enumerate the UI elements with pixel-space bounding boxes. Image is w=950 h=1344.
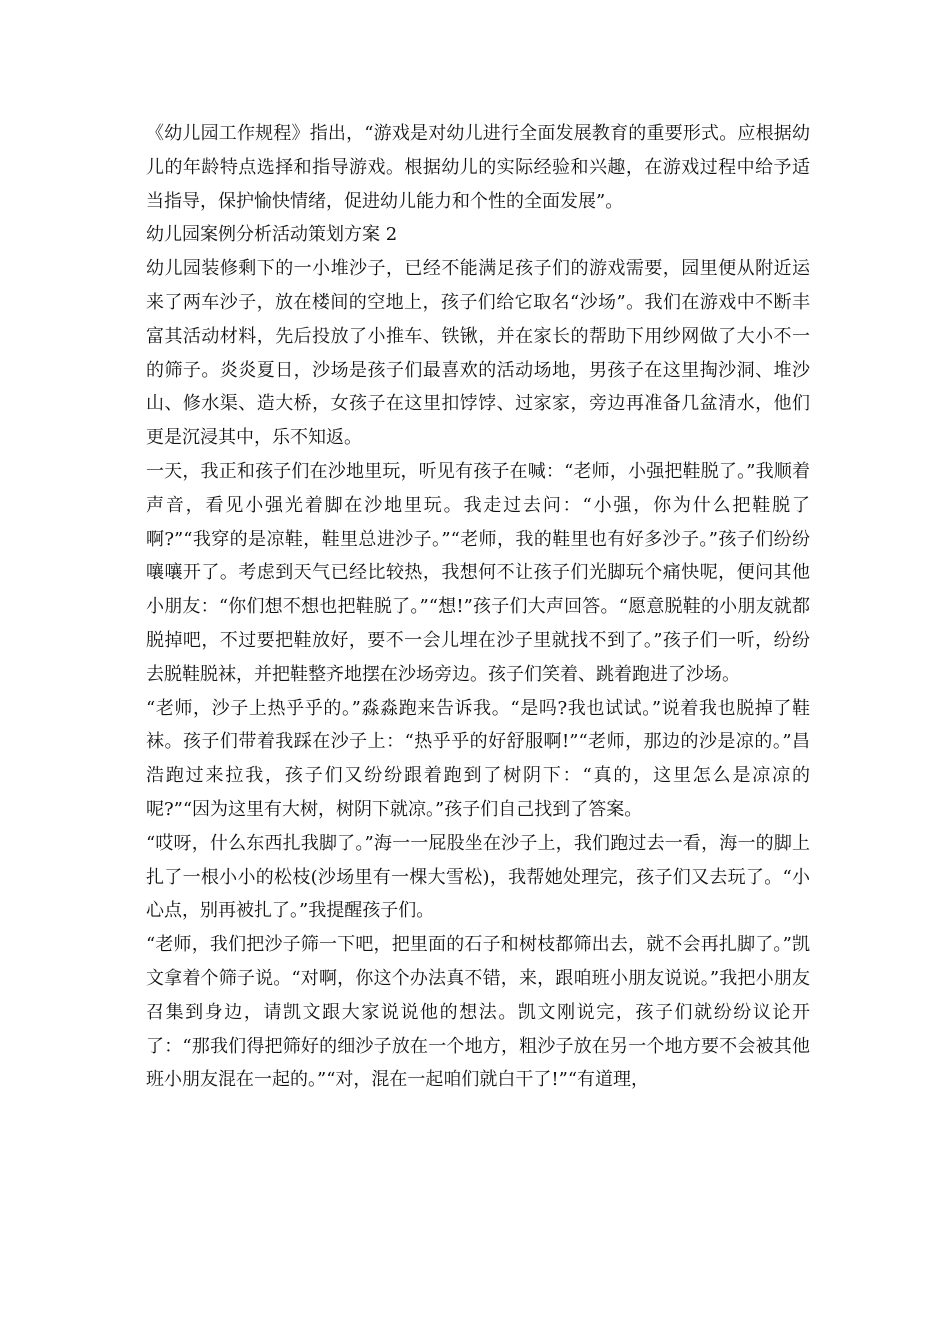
paragraph-shoes-off: 一天，我正和孩子们在沙地里玩，听见有孩子在喊：“老师，小强把鞋脱了。”我顺着声音，看见小强光着脚在沙地里玩。我走过去问：“小强，你为什么把鞋脱了啊?”“我穿的是凉鞋，鞋里总进沙子。”“老师，我的鞋里也有好多沙子。”孩子们纷纷嚷嚷开了。考虑到天气已经比较热，我想何不让孩子们光脚玩个痛快呢，便问其他小朋友：“你们想不想也把鞋脱了。”“想!”孩子们大声回答。“愿意脱鞋的小朋友就都脱掉吧，不过要把鞋放好，要不一会儿埋在沙子里就找不到了。”孩子们一听，纷纷去脱鞋脱袜，并把鞋整齐地摆在沙场旁边。孩子们笑着、跳着跑进了沙场。 xyxy=(146,460,810,685)
paragraph-warm-sand: “老师，沙子上热乎乎的。”淼淼跑来告诉我。“是吗?我也试试。”说着我也脱掉了鞋袜。孩子们带着我踩在沙子上：“热乎乎的好舒服啊!”“老师，那边的沙是凉的。”昌浩跑过来拉我，孩子们又纷纷跟着跑到了树阴下：“真的，这里怎么是凉凉的呢?”“因为这里有大树，树阴下就凉。”孩子们自己找到了答案。 xyxy=(146,697,810,820)
section-heading: 幼儿园案例分析活动策划方案 2 xyxy=(146,224,398,246)
paragraph-sieve-idea: “老师，我们把沙子筛一下吧，把里面的石子和树枝都筛出去，就不会再扎脚了。”凯文拿着个筛子说。“对啊，你这个办法真不错，来，跟咱班小朋友说说。”我把小朋友召集到身边，请凯文跟大家说说他的想法。凯文刚说完，孩子们就纷纷议论开了：“那我们得把筛好的细沙子放在一个地方，粗沙子放在另一个地方要不会被其他班小朋友混在一起的。”“对，混在一起咱们就白干了!”“有道理， xyxy=(146,934,810,1091)
paragraph-pine-needle: “哎呀，什么东西扎我脚了。”海一一屁股坐在沙子上，我们跑过去一看，海一的脚上扎了一根小小的松枝(沙场里有一棵大雪松)，我帮她处理完，孩子们又去玩了。“小心点，别再被扎了。”我提醒孩子们。 xyxy=(146,832,810,922)
paragraph-intro-quote: 《幼儿园工作规程》指出，“游戏是对幼儿进行全面发展教育的重要形式。应根据幼儿的年龄特点选择和指导游戏。根据幼儿的实际经验和兴趣，在游戏过程中给予适当指导，保护愉快情绪，促进幼儿能力和个性的全面发展”。 xyxy=(146,123,810,212)
document-page xyxy=(146,117,810,1097)
paragraph-sandpit-background: 幼儿园装修剩下的一小堆沙子，已经不能满足孩子们的游戏需要，园里便从附近运来了两车沙子，放在楼间的空地上，孩子们给它取名“沙场”。我们在游戏中不断丰富其活动材料，先后投放了小推车、铁锹，并在家长的帮助下用纱网做了大小不一的筛子。炎炎夏日，沙场是孩子们最喜欢的活动场地，男孩子在这里掏沙洞、堆沙山、修水渠、造大桥，女孩子在这里扣饽饽、过家家，旁边再准备几盆清水，他们更是沉浸其中，乐不知返。 xyxy=(146,258,810,449)
